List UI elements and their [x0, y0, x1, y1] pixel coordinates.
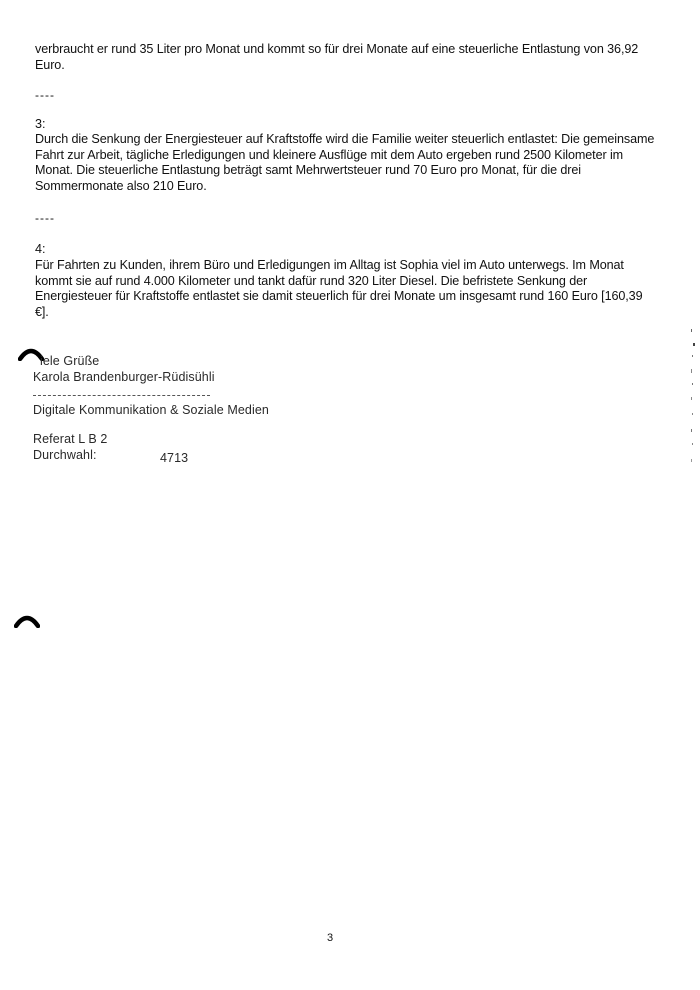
- signature-unit: Referat L B 2: [33, 432, 108, 446]
- signature-divider: [33, 395, 210, 396]
- signature-greeting: iele Grüße: [40, 354, 100, 368]
- item-number-3: 3:: [35, 117, 46, 131]
- signature-department: Digitale Kommunikation & Soziale Medien: [33, 403, 269, 417]
- signature-extension-label: Durchwahl:: [33, 448, 97, 462]
- separator-1: ----: [35, 88, 55, 102]
- paragraph-3: Durch die Senkung der Energiesteuer auf Kraftstoffe wird die Familie weiter steuerlich entlastet: Die gemeinsame Fahrt zur Arbeit, tägliche Erledigungen und kleinere Ausflüge mit dem Auto ergeben rund 2500 Kilometer im Monat. Die steuerliche Entlastung beträgt samt Mehrwertsteuer rund 70 Euro pro Monat, für die drei Sommermonate also 210 Euro.: [35, 132, 655, 193]
- page-number: 3: [326, 932, 334, 944]
- scan-edge-artifact: [688, 325, 696, 475]
- paragraph-4: Für Fahrten zu Kunden, ihrem Büro und Erledigungen im Alltag ist Sophia viel im Auto unterwegs. Im Monat kommt sie auf rund 4.000 Kilometer und tankt dafür rund 320 Liter Diesel. Die befristete Senkung der Energiesteuer für Kraftstoffe entlastet sie damit steuerlich für drei Monate um insgesamt rund 160 Euro [160,39 €].: [35, 258, 643, 319]
- item-number-4: 4:: [35, 242, 46, 256]
- signature-extension-number: 4713: [160, 451, 189, 465]
- paragraph-2-tail: verbraucht er rund 35 Liter pro Monat und kommt so für drei Monate auf eine steuerliche Entlastung von 36,92 Euro.: [35, 42, 639, 72]
- punch-hole-mark-icon: [14, 612, 40, 628]
- signature-name: Karola Brandenburger-Rüdisühli: [33, 370, 215, 384]
- separator-2: ----: [35, 211, 55, 225]
